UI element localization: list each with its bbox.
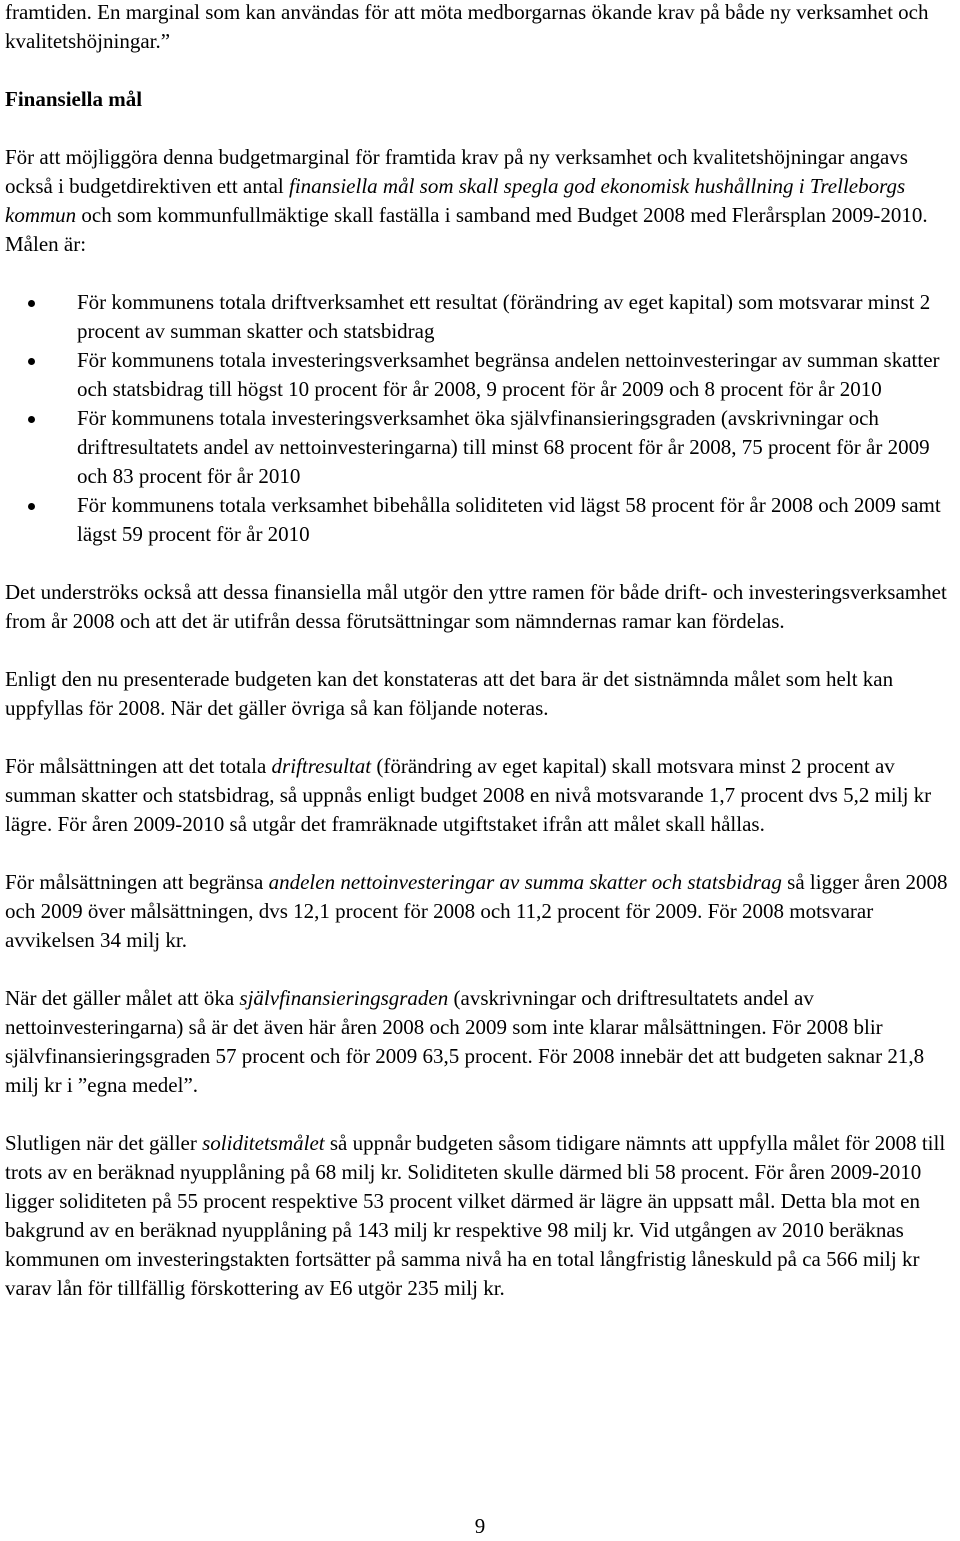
paragraph-operating-result bbox=[5, 752, 955, 839]
paragraph-text: För att möjliggöra denna budgetmarginal för framtida krav på ny verksamhet och kvalitetshöjningar angavs också i budgetdirektiven ett antal bbox=[5, 145, 908, 198]
paragraph-text: Slutligen när det gäller bbox=[5, 1131, 203, 1155]
list-item bbox=[77, 404, 955, 491]
paragraph-text: För målsättningen att begränsa bbox=[5, 870, 269, 894]
paragraph-emphasis: andelen nettoinvesteringar av summa skatter och statsbidrag bbox=[268, 870, 782, 894]
paragraph-emphasis: finansiella mål som skall spegla god ekonomisk hushållning i Trelleborgs kommun bbox=[5, 174, 906, 227]
bullet-icon bbox=[28, 503, 35, 510]
intro-paragraph: framtiden. En marginal som kan användas för att möta medborgarnas ökande krav på både ny verksamhet och kvalitetshöjningar.” bbox=[5, 0, 929, 53]
section-heading: Finansiella mål bbox=[5, 87, 143, 111]
bullet-icon bbox=[28, 358, 35, 365]
paragraph-frame: Det underströks också att dessa finansiella mål utgör den yttre ramen för både drift- och investeringsverksamhet from år 2008 och att det är utifrån dessa förutsättningar som nämndernas ramar kan fördelas. bbox=[5, 580, 947, 633]
goals-list bbox=[5, 288, 955, 549]
paragraph-emphasis: soliditetsmålet bbox=[202, 1131, 325, 1155]
paragraph-solvency bbox=[5, 1129, 955, 1303]
bullet-icon bbox=[28, 416, 35, 423]
paragraph-text: (avskrivningar och driftresultatets andel av nettoinvesteringarna) så är det även här åren 2008 och 2009 som inte klarar målsättningen. För 2008 blir självfinansieringsgraden 57 procent och för 2009 63,5 procent. För 2008 innebär det att budgeten saknar 21,8 milj kr i ”egna medel”. bbox=[5, 986, 925, 1097]
list-item-text: För kommunens totala investeringsverksamhet öka självfinansieringsgraden (avskrivningar och driftresultatets andel av nettoinvesteringarna) till minst 68 procent för år 2008, 75 procent för år 2009 och 83 procent för år 2010 bbox=[77, 406, 930, 488]
paragraph-text: så uppnår budgeten såsom tidigare nämnts att uppfylla målet för 2008 till trots av en beräknad nyupplåning på 68 milj kr. Soliditeten skulle därmed bli 58 procent. För åren 2009-2010 ligger soliditeten på 55 procent respektive 53 procent vilket därmed är lägre än uppsatt mål. Detta bla mot en bakgrund av en beräknad nyupplåning på 143 milj kr respektive 98 milj kr. Vid utgången av 2010 beräknas kommunen om investeringstakten fortsätter på samma nivå ha en total långfristig låneskuld på ca 566 milj kr varav lån för tillfällig förskottering av E6 utgör 235 milj kr. bbox=[5, 1131, 946, 1300]
list-item-text: För kommunens totala driftverksamhet ett resultat (förändring av eget kapital) som motsvarar minst 2 procent av summan skatter och statsbidrag bbox=[77, 290, 931, 343]
list-item bbox=[77, 491, 955, 549]
paragraph-emphasis: självfinansieringsgraden bbox=[239, 986, 449, 1010]
paragraph-text: och som kommunfullmäktige skall faställa i samband med Budget 2008 med Flerårsplan 2009-2010. Målen är: bbox=[5, 203, 928, 256]
paragraph-text: (förändring av eget kapital) skall motsvara minst 2 procent av summan skatter och statsbidrag, så uppnås enligt budget 2008 en nivå motsvarande 1,7 procent dvs 5,2 milj kr lägre. För åren 2009-2010 så utgår det framräknade utgiftstaket ifrån att målet skall hållas. bbox=[5, 754, 932, 836]
page-number: 9 bbox=[474, 1514, 486, 1538]
paragraph-emphasis: driftresultat bbox=[271, 754, 372, 778]
paragraph-text: När det gäller målet att öka bbox=[5, 986, 240, 1010]
document-page bbox=[5, 0, 955, 1332]
paragraph-text: så ligger åren 2008 och 2009 över målsättningen, dvs 12,1 procent för 2008 och 11,2 procent för 2009. För 2008 motsvarar avvikelsen 34 milj kr. bbox=[5, 870, 948, 952]
list-item-text: För kommunens totala investeringsverksamhet begränsa andelen nettoinvesteringar av summan skatter och statsbidrag till högst 10 procent för år 2008, 9 procent för år 2009 och 8 procent för år 2010 bbox=[77, 348, 940, 401]
paragraph-net-investments bbox=[5, 868, 955, 955]
list-item-text: För kommunens totala verksamhet bibehålla soliditeten vid lägst 58 procent för år 2008 och 2009 samt lägst 59 procent för år 2010 bbox=[77, 493, 941, 546]
paragraph-budget-directives bbox=[5, 143, 955, 259]
paragraph-self-financing bbox=[5, 984, 955, 1100]
paragraph-conclusion: Enligt den nu presenterade budgeten kan det konstateras att det bara är det sistnämnda målet som helt kan uppfyllas för 2008. När det gäller övriga så kan följande noteras. bbox=[5, 667, 894, 720]
list-item bbox=[77, 346, 955, 404]
paragraph-text: För målsättningen att det totala bbox=[5, 754, 272, 778]
bullet-icon bbox=[28, 300, 35, 307]
list-item bbox=[77, 288, 955, 346]
